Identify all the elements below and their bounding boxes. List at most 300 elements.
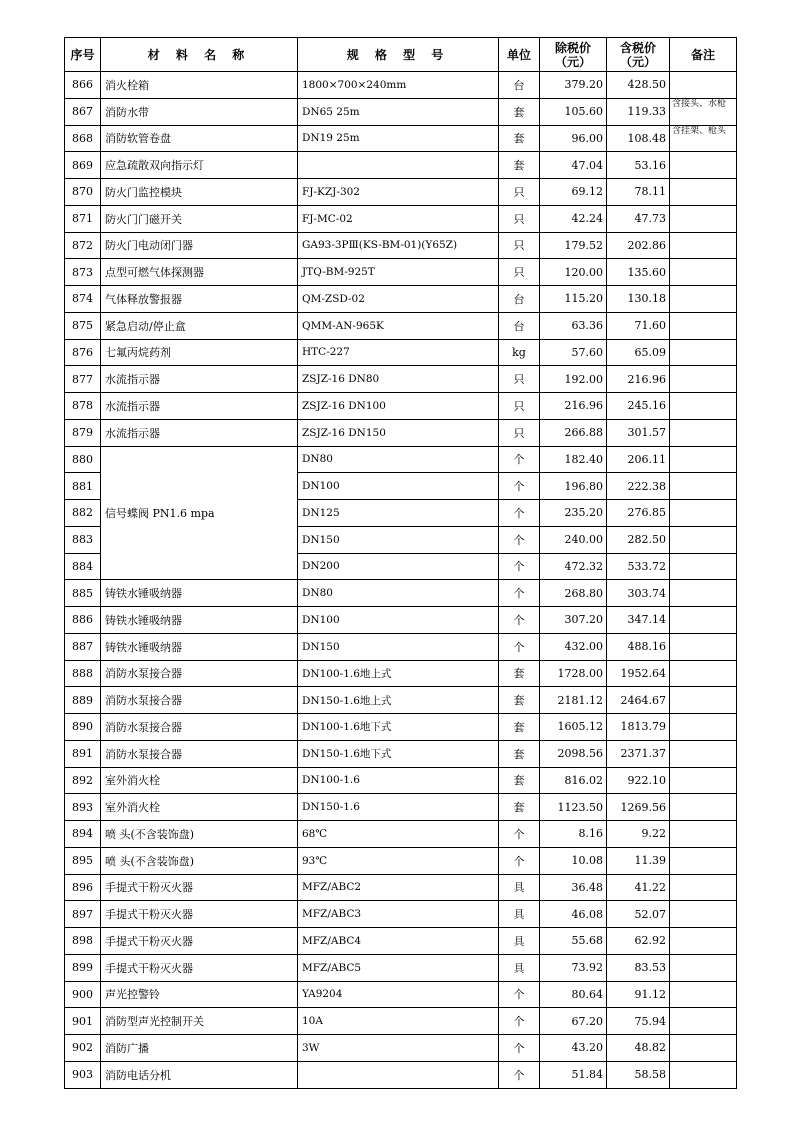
- price-ex-tax: 115.20: [540, 286, 607, 313]
- price-inc-tax: 533.72: [607, 553, 670, 580]
- remark: [670, 286, 737, 313]
- row-number: 893: [65, 794, 101, 821]
- material-name: 消防广播: [101, 1035, 298, 1062]
- remark: [670, 473, 737, 500]
- remark: [670, 446, 737, 473]
- unit: 具: [499, 928, 540, 955]
- row-number: 878: [65, 393, 101, 420]
- header-price-in-line1: 含税价: [619, 40, 656, 55]
- row-number: 868: [65, 125, 101, 152]
- material-name: 手提式干粉灭火器: [101, 954, 298, 981]
- header-price-ex-line1: 除税价: [554, 40, 591, 55]
- unit: 个: [499, 473, 540, 500]
- remark: [670, 339, 737, 366]
- table-row: [65, 687, 737, 714]
- material-name: 气体释放警报器: [101, 286, 298, 313]
- table-row: [65, 928, 737, 955]
- remark: [670, 179, 737, 206]
- row-number: 882: [65, 500, 101, 527]
- row-number: 890: [65, 714, 101, 741]
- unit: 个: [499, 633, 540, 660]
- price-inc-tax: 48.82: [607, 1035, 670, 1062]
- price-ex-tax: 63.36: [540, 312, 607, 339]
- table-row: [65, 125, 737, 152]
- unit: 具: [499, 954, 540, 981]
- material-name: 消防电话分机: [101, 1061, 298, 1088]
- price-inc-tax: 52.07: [607, 901, 670, 928]
- table-row: [65, 1008, 737, 1035]
- material-name: 防火门监控模块: [101, 179, 298, 206]
- row-number: 896: [65, 874, 101, 901]
- material-name: 紧急启动/停止盒: [101, 312, 298, 339]
- price-ex-tax: 10.08: [540, 847, 607, 874]
- unit: 套: [499, 125, 540, 152]
- unit: 个: [499, 847, 540, 874]
- price-ex-tax: 96.00: [540, 125, 607, 152]
- remark: [670, 500, 737, 527]
- material-name: 声光控警铃: [101, 981, 298, 1008]
- row-number: 903: [65, 1061, 101, 1088]
- header-unit: 单位: [499, 38, 540, 72]
- spec-model: MFZ/ABC4: [298, 928, 499, 955]
- spec-model: DN125: [298, 500, 499, 527]
- spec-model: MFZ/ABC3: [298, 901, 499, 928]
- spec-model: DN100-1.6地下式: [298, 714, 499, 741]
- table-row: [65, 446, 737, 473]
- unit: 套: [499, 740, 540, 767]
- price-inc-tax: 62.92: [607, 928, 670, 955]
- price-ex-tax: 192.00: [540, 366, 607, 393]
- spec-model: DN150-1.6地上式: [298, 687, 499, 714]
- price-inc-tax: 75.94: [607, 1008, 670, 1035]
- price-inc-tax: 488.16: [607, 633, 670, 660]
- price-ex-tax: 1123.50: [540, 794, 607, 821]
- table-row: [65, 179, 737, 206]
- material-name: 铸铁水锤吸纳器: [101, 633, 298, 660]
- row-number: 900: [65, 981, 101, 1008]
- spec-model: DN65 25m: [298, 98, 499, 125]
- spec-model: ZSJZ-16 DN150: [298, 419, 499, 446]
- table-row: [65, 767, 737, 794]
- price-ex-tax: 240.00: [540, 526, 607, 553]
- price-inc-tax: 71.60: [607, 312, 670, 339]
- row-number: 871: [65, 205, 101, 232]
- remark: [670, 1061, 737, 1088]
- header-no: 序号: [65, 38, 101, 72]
- remark: [670, 259, 737, 286]
- remark: [670, 366, 737, 393]
- material-name: 喷 头(不含装饰盘): [101, 847, 298, 874]
- unit: 个: [499, 553, 540, 580]
- row-number: 870: [65, 179, 101, 206]
- unit: 套: [499, 714, 540, 741]
- table-row: [65, 633, 737, 660]
- unit: 个: [499, 580, 540, 607]
- spec-model: FJ-MC-02: [298, 205, 499, 232]
- row-number: 901: [65, 1008, 101, 1035]
- remark: [670, 152, 737, 179]
- unit: 只: [499, 419, 540, 446]
- remark: [670, 794, 737, 821]
- unit: 只: [499, 259, 540, 286]
- material-name: 消火栓箱: [101, 72, 298, 99]
- remark: 含接头、水枪: [670, 98, 737, 125]
- spec-model: [298, 1061, 499, 1088]
- spec-model: DN100-1.6: [298, 767, 499, 794]
- row-number: 872: [65, 232, 101, 259]
- material-name: 消防水泵接合器: [101, 714, 298, 741]
- unit: 个: [499, 821, 540, 848]
- spec-model: 68℃: [298, 821, 499, 848]
- table-row: [65, 607, 737, 634]
- row-number: 879: [65, 419, 101, 446]
- spec-model: DN100: [298, 607, 499, 634]
- spec-model: DN100: [298, 473, 499, 500]
- header-price-ex: [540, 38, 607, 72]
- header-row: [65, 38, 737, 72]
- price-ex-tax: 235.20: [540, 500, 607, 527]
- row-number: 876: [65, 339, 101, 366]
- material-name: 铸铁水锤吸纳器: [101, 580, 298, 607]
- spec-model: DN150: [298, 633, 499, 660]
- material-name: 水流指示器: [101, 419, 298, 446]
- material-name: 室外消火栓: [101, 767, 298, 794]
- table-row: [65, 393, 737, 420]
- material-name: 七氟丙烷药剂: [101, 339, 298, 366]
- table-row: [65, 981, 737, 1008]
- row-number: 885: [65, 580, 101, 607]
- material-name: 消防水泵接合器: [101, 740, 298, 767]
- unit: 只: [499, 232, 540, 259]
- spec-model: DN150-1.6地下式: [298, 740, 499, 767]
- header-spec: 规 格 型 号: [298, 38, 499, 72]
- price-inc-tax: 1952.64: [607, 660, 670, 687]
- price-inc-tax: 2371.37: [607, 740, 670, 767]
- price-inc-tax: 222.38: [607, 473, 670, 500]
- spec-model: DN200: [298, 553, 499, 580]
- remark: [670, 312, 737, 339]
- row-number: 899: [65, 954, 101, 981]
- price-ex-tax: 179.52: [540, 232, 607, 259]
- spec-model: DN80: [298, 446, 499, 473]
- price-inc-tax: 428.50: [607, 72, 670, 99]
- price-inc-tax: 1813.79: [607, 714, 670, 741]
- table-row: [65, 339, 737, 366]
- unit: 个: [499, 1061, 540, 1088]
- unit: 具: [499, 901, 540, 928]
- spec-model: YA9204: [298, 981, 499, 1008]
- spec-model: DN150: [298, 526, 499, 553]
- table-row: [65, 954, 737, 981]
- price-inc-tax: 282.50: [607, 526, 670, 553]
- price-inc-tax: 135.60: [607, 259, 670, 286]
- unit: 个: [499, 446, 540, 473]
- price-ex-tax: 69.12: [540, 179, 607, 206]
- remark: [670, 1035, 737, 1062]
- unit: 套: [499, 767, 540, 794]
- header-name: 材 料 名 称: [101, 38, 298, 72]
- row-number: 884: [65, 553, 101, 580]
- table-row: [65, 72, 737, 99]
- spec-model: 3W: [298, 1035, 499, 1062]
- price-inc-tax: 58.58: [607, 1061, 670, 1088]
- price-ex-tax: 67.20: [540, 1008, 607, 1035]
- table-row: [65, 580, 737, 607]
- remark: [670, 901, 737, 928]
- remark: [670, 740, 737, 767]
- price-ex-tax: 105.60: [540, 98, 607, 125]
- spec-model: DN150-1.6: [298, 794, 499, 821]
- price-ex-tax: 266.88: [540, 419, 607, 446]
- price-ex-tax: 73.92: [540, 954, 607, 981]
- remark: [670, 526, 737, 553]
- unit: 只: [499, 179, 540, 206]
- spec-model: [298, 152, 499, 179]
- price-ex-tax: 216.96: [540, 393, 607, 420]
- price-inc-tax: 216.96: [607, 366, 670, 393]
- price-inc-tax: 47.73: [607, 205, 670, 232]
- unit: 个: [499, 607, 540, 634]
- row-number: 894: [65, 821, 101, 848]
- remark: 含挂架、枪头: [670, 125, 737, 152]
- price-inc-tax: 119.33: [607, 98, 670, 125]
- spec-model: QMM-AN-965K: [298, 312, 499, 339]
- remark: [670, 767, 737, 794]
- table-row: [65, 660, 737, 687]
- price-inc-tax: 108.48: [607, 125, 670, 152]
- unit: 个: [499, 1035, 540, 1062]
- price-ex-tax: 46.08: [540, 901, 607, 928]
- unit: 个: [499, 526, 540, 553]
- material-name: 消防水泵接合器: [101, 687, 298, 714]
- unit: kg: [499, 339, 540, 366]
- material-name: 铸铁水锤吸纳器: [101, 607, 298, 634]
- spec-model: HTC-227: [298, 339, 499, 366]
- header-price-in-line2: （元）: [619, 54, 656, 69]
- unit: 个: [499, 1008, 540, 1035]
- unit: 套: [499, 660, 540, 687]
- unit: 套: [499, 98, 540, 125]
- spec-model: 93℃: [298, 847, 499, 874]
- row-number: 869: [65, 152, 101, 179]
- table-row: [65, 847, 737, 874]
- row-number: 888: [65, 660, 101, 687]
- remark: [670, 714, 737, 741]
- spec-model: JTQ-BM-925T: [298, 259, 499, 286]
- price-ex-tax: 1605.12: [540, 714, 607, 741]
- price-inc-tax: 303.74: [607, 580, 670, 607]
- price-inc-tax: 206.11: [607, 446, 670, 473]
- price-ex-tax: 57.60: [540, 339, 607, 366]
- row-number: 874: [65, 286, 101, 313]
- price-inc-tax: 2464.67: [607, 687, 670, 714]
- remark: [670, 205, 737, 232]
- row-number: 892: [65, 767, 101, 794]
- price-ex-tax: 47.04: [540, 152, 607, 179]
- spec-model: DN19 25m: [298, 125, 499, 152]
- price-inc-tax: 65.09: [607, 339, 670, 366]
- remark: [670, 419, 737, 446]
- table-row: [65, 98, 737, 125]
- row-number: 881: [65, 473, 101, 500]
- spec-model: ZSJZ-16 DN100: [298, 393, 499, 420]
- row-number: 875: [65, 312, 101, 339]
- table-row: [65, 794, 737, 821]
- spec-model: ZSJZ-16 DN80: [298, 366, 499, 393]
- unit: 套: [499, 687, 540, 714]
- price-inc-tax: 922.10: [607, 767, 670, 794]
- price-inc-tax: 347.14: [607, 607, 670, 634]
- price-ex-tax: 80.64: [540, 981, 607, 1008]
- price-inc-tax: 245.16: [607, 393, 670, 420]
- material-name: 喷 头(不含装饰盘): [101, 821, 298, 848]
- remark: [670, 874, 737, 901]
- material-name: 手提式干粉灭火器: [101, 874, 298, 901]
- unit: 个: [499, 981, 540, 1008]
- price-ex-tax: 268.80: [540, 580, 607, 607]
- price-ex-tax: 816.02: [540, 767, 607, 794]
- price-ex-tax: 120.00: [540, 259, 607, 286]
- table-row: [65, 714, 737, 741]
- price-inc-tax: 78.11: [607, 179, 670, 206]
- price-ex-tax: 43.20: [540, 1035, 607, 1062]
- price-inc-tax: 1269.56: [607, 794, 670, 821]
- table-row: [65, 821, 737, 848]
- price-ex-tax: 55.68: [540, 928, 607, 955]
- price-ex-tax: 51.84: [540, 1061, 607, 1088]
- remark: [670, 847, 737, 874]
- material-name: 防火门电动闭门器: [101, 232, 298, 259]
- table-row: [65, 152, 737, 179]
- remark: [670, 553, 737, 580]
- header-price-ex-line2: （元）: [554, 54, 591, 69]
- row-number: 889: [65, 687, 101, 714]
- table-row: [65, 286, 737, 313]
- row-number: 902: [65, 1035, 101, 1062]
- table-row: [65, 740, 737, 767]
- price-ex-tax: 307.20: [540, 607, 607, 634]
- price-ex-tax: 2181.12: [540, 687, 607, 714]
- spec-model: DN100-1.6地上式: [298, 660, 499, 687]
- row-number: 886: [65, 607, 101, 634]
- table-row: [65, 366, 737, 393]
- row-number: 866: [65, 72, 101, 99]
- table-row: [65, 1061, 737, 1088]
- price-inc-tax: 202.86: [607, 232, 670, 259]
- remark: [670, 1008, 737, 1035]
- spec-model: 10A: [298, 1008, 499, 1035]
- material-name: 消防水带: [101, 98, 298, 125]
- unit: 套: [499, 152, 540, 179]
- spec-model: 1800×700×240mm: [298, 72, 499, 99]
- table-row: [65, 901, 737, 928]
- unit: 台: [499, 72, 540, 99]
- row-number: 867: [65, 98, 101, 125]
- table-row: [65, 1035, 737, 1062]
- material-name: 水流指示器: [101, 366, 298, 393]
- row-number: 895: [65, 847, 101, 874]
- remark: [670, 607, 737, 634]
- unit: 个: [499, 500, 540, 527]
- price-inc-tax: 41.22: [607, 874, 670, 901]
- table-row: [65, 874, 737, 901]
- spec-model: QM-ZSD-02: [298, 286, 499, 313]
- row-number: 891: [65, 740, 101, 767]
- price-inc-tax: 130.18: [607, 286, 670, 313]
- table-row: [65, 312, 737, 339]
- price-ex-tax: 196.80: [540, 473, 607, 500]
- table-row: [65, 419, 737, 446]
- material-name: 室外消火栓: [101, 794, 298, 821]
- price-inc-tax: 276.85: [607, 500, 670, 527]
- price-ex-tax: 8.16: [540, 821, 607, 848]
- remark: [670, 633, 737, 660]
- row-number: 873: [65, 259, 101, 286]
- price-ex-tax: 2098.56: [540, 740, 607, 767]
- row-number: 887: [65, 633, 101, 660]
- price-ex-tax: 1728.00: [540, 660, 607, 687]
- table-row: [65, 232, 737, 259]
- row-number: 897: [65, 901, 101, 928]
- price-ex-tax: 42.24: [540, 205, 607, 232]
- remark: [670, 687, 737, 714]
- remark: [670, 928, 737, 955]
- unit: 只: [499, 393, 540, 420]
- table-row: [65, 205, 737, 232]
- price-inc-tax: 11.39: [607, 847, 670, 874]
- unit: 只: [499, 366, 540, 393]
- remark: [670, 580, 737, 607]
- price-inc-tax: 91.12: [607, 981, 670, 1008]
- price-ex-tax: 36.48: [540, 874, 607, 901]
- spec-model: MFZ/ABC2: [298, 874, 499, 901]
- price-ex-tax: 472.32: [540, 553, 607, 580]
- price-table: [64, 37, 737, 1089]
- material-name: 手提式干粉灭火器: [101, 901, 298, 928]
- table-body: [65, 72, 737, 1089]
- remark: [670, 954, 737, 981]
- price-inc-tax: 83.53: [607, 954, 670, 981]
- remark: [670, 821, 737, 848]
- price-ex-tax: 379.20: [540, 72, 607, 99]
- material-name: 防火门门磁开关: [101, 205, 298, 232]
- price-inc-tax: 301.57: [607, 419, 670, 446]
- spec-model: DN80: [298, 580, 499, 607]
- header-price-in: [607, 38, 670, 72]
- price-ex-tax: 182.40: [540, 446, 607, 473]
- unit: 具: [499, 874, 540, 901]
- unit: 台: [499, 286, 540, 313]
- material-name: 水流指示器: [101, 393, 298, 420]
- unit: 台: [499, 312, 540, 339]
- row-number: 898: [65, 928, 101, 955]
- material-name: 点型可燃气体探测器: [101, 259, 298, 286]
- material-name: 消防型声光控制开关: [101, 1008, 298, 1035]
- material-name: 消防软管卷盘: [101, 125, 298, 152]
- material-name: 手提式干粉灭火器: [101, 928, 298, 955]
- price-inc-tax: 53.16: [607, 152, 670, 179]
- spec-model: FJ-KZJ-302: [298, 179, 499, 206]
- header-note: 备注: [670, 38, 737, 72]
- spec-model: MFZ/ABC5: [298, 954, 499, 981]
- row-number: 880: [65, 446, 101, 473]
- material-name: 信号蝶阀 PN1.6 mpa: [101, 446, 298, 580]
- price-ex-tax: 432.00: [540, 633, 607, 660]
- remark: [670, 393, 737, 420]
- remark: [670, 981, 737, 1008]
- price-inc-tax: 9.22: [607, 821, 670, 848]
- row-number: 877: [65, 366, 101, 393]
